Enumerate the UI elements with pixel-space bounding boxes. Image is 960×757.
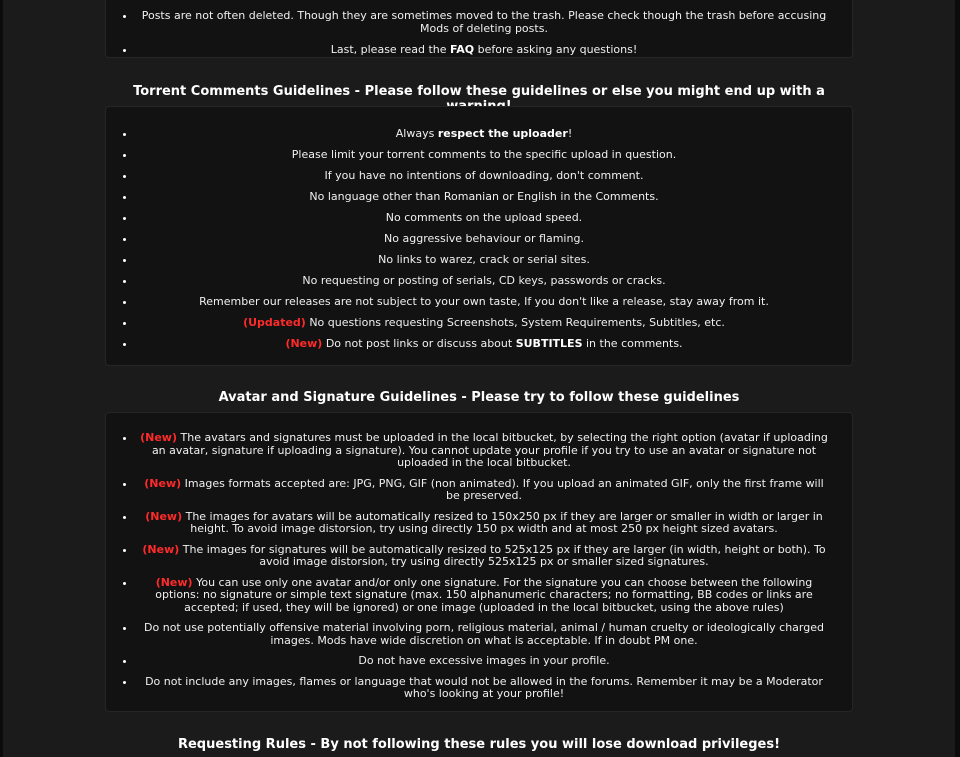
rule-text: No requesting or posting of serials, CD keys, passwords or cracks. bbox=[302, 274, 666, 287]
right-scroll-edge bbox=[955, 0, 960, 757]
rule-text: If you have no intentions of downloading, don't comment. bbox=[324, 169, 644, 182]
list-item bbox=[136, 544, 832, 569]
rule-text: ! bbox=[567, 127, 573, 140]
new-badge: (New) bbox=[144, 476, 182, 490]
list-item bbox=[136, 676, 832, 701]
list-item bbox=[136, 622, 832, 647]
list-item bbox=[136, 211, 832, 224]
new-badge: (New) bbox=[285, 337, 323, 350]
list-item bbox=[136, 316, 832, 329]
rule-text: Do not use potentially offensive material involving porn, religious material, animal / human cruelty or ideologically charged images. Mods have wide discretion on what is acceptable. If in doubt PM one. bbox=[144, 621, 824, 647]
updated-badge: (Updated) bbox=[243, 316, 306, 329]
rule-text: Do not include any images, flames or language that would not be allowed in the forums. Remember it may be a Moderator who's looking at your profile! bbox=[145, 674, 823, 700]
rule-text: Do not have excessive images in your profile. bbox=[358, 654, 610, 667]
list-item bbox=[136, 655, 832, 668]
rule-text: Remember our releases are not subject to your own taste, If you don't like a release, stay away from it. bbox=[199, 295, 769, 308]
general-rules-list bbox=[106, 9, 852, 56]
list-item bbox=[136, 253, 832, 266]
rule-text: No language other than Romanian or English in the Comments. bbox=[309, 190, 659, 203]
list-item bbox=[136, 295, 832, 308]
list-item bbox=[136, 274, 832, 287]
new-badge: (New) bbox=[140, 431, 177, 444]
requesting-rules-heading: Requesting Rules - By not following these rules you will lose download privileges! bbox=[177, 737, 781, 752]
list-item bbox=[136, 127, 832, 140]
rule-text: You can use only one avatar and/or only one signature. For the signature you can choose between the following options: no signature or simple text signature (max. 150 alphanumeric characters; no formatting, BB codes or links are accepted; if used, they will be ignored) or one image (uploaded in the local bitbucket, using the above rules) bbox=[155, 575, 813, 614]
list-item bbox=[136, 9, 832, 35]
list-item bbox=[136, 478, 832, 503]
rule-text: No aggressive behaviour or flaming. bbox=[384, 232, 584, 245]
general-rules-box bbox=[105, 0, 853, 58]
list-item bbox=[136, 190, 832, 203]
rule-text: Always bbox=[395, 127, 438, 140]
avatar-guidelines-heading: Avatar and Signature Guidelines - Please try to follow these guidelines bbox=[218, 390, 740, 405]
rule-text: Images formats accepted are: JPG, PNG, GIF (non animated). If you upload an animated GIF, only the first frame will be preserved. bbox=[181, 476, 824, 502]
new-badge: (New) bbox=[145, 509, 183, 523]
rule-text: No comments on the upload speed. bbox=[385, 211, 583, 224]
torrent-guidelines-heading: Torrent Comments Guidelines - Please follow these guidelines or else you might end up with a bbox=[133, 84, 825, 99]
list-item bbox=[136, 148, 832, 161]
rule-text: Do not post links or discuss about bbox=[322, 337, 516, 350]
avatar-guidelines-list bbox=[106, 432, 852, 701]
faq-link[interactable]: FAQ bbox=[450, 43, 475, 56]
list-item bbox=[136, 432, 832, 470]
list-item bbox=[136, 577, 832, 615]
rule-text: in the comments. bbox=[582, 337, 683, 350]
rule-text: The avatars and signatures must be uploaded in the local bitbucket, by selecting the right option (avatar if uploading an avatar, signature if uploading a signature). You cannot update your profile if you try to use an avatar or signature not uploaded in the local bitbucket. bbox=[151, 431, 828, 469]
rule-emphasis: respect the uploader bbox=[437, 127, 568, 140]
list-item bbox=[136, 232, 832, 245]
rule-text: The images for avatars will be automatically resized to 150x250 px if they are larger or smaller in width or larger in height. To avoid image distorsion, try using directly 150 px width and at most 250 px height sized avatars. bbox=[182, 509, 823, 535]
rule-text: Last, please read the bbox=[330, 43, 450, 56]
new-badge: (New) bbox=[142, 542, 180, 556]
avatar-guidelines-box bbox=[105, 412, 853, 712]
rule-text: before asking any questions! bbox=[474, 43, 638, 56]
list-item bbox=[136, 337, 832, 350]
torrent-guidelines-box bbox=[105, 106, 853, 366]
list-item bbox=[136, 511, 832, 536]
rule-text: Posts are not often deleted. Though they are sometimes moved to the trash. Please check though the trash before accusing Mods of deleting posts. bbox=[141, 9, 827, 35]
list-item bbox=[136, 43, 832, 56]
rule-text: No links to warez, crack or serial sites. bbox=[378, 253, 590, 266]
new-badge: (New) bbox=[155, 575, 193, 589]
rule-text: The images for signatures will be automatically resized to 525x125 px if they are larger (in width, height or both). To avoid image distorsion, try using directly 525x125 px or smaller sized signatures. bbox=[179, 542, 826, 568]
rule-emphasis: SUBTITLES bbox=[515, 337, 583, 350]
torrent-guidelines-list bbox=[106, 127, 852, 350]
rule-text: No questions requesting Screenshots, System Requirements, Subtitles, etc. bbox=[305, 316, 725, 329]
list-item bbox=[136, 169, 832, 182]
rule-text: Please limit your torrent comments to the specific upload in question. bbox=[291, 148, 677, 161]
